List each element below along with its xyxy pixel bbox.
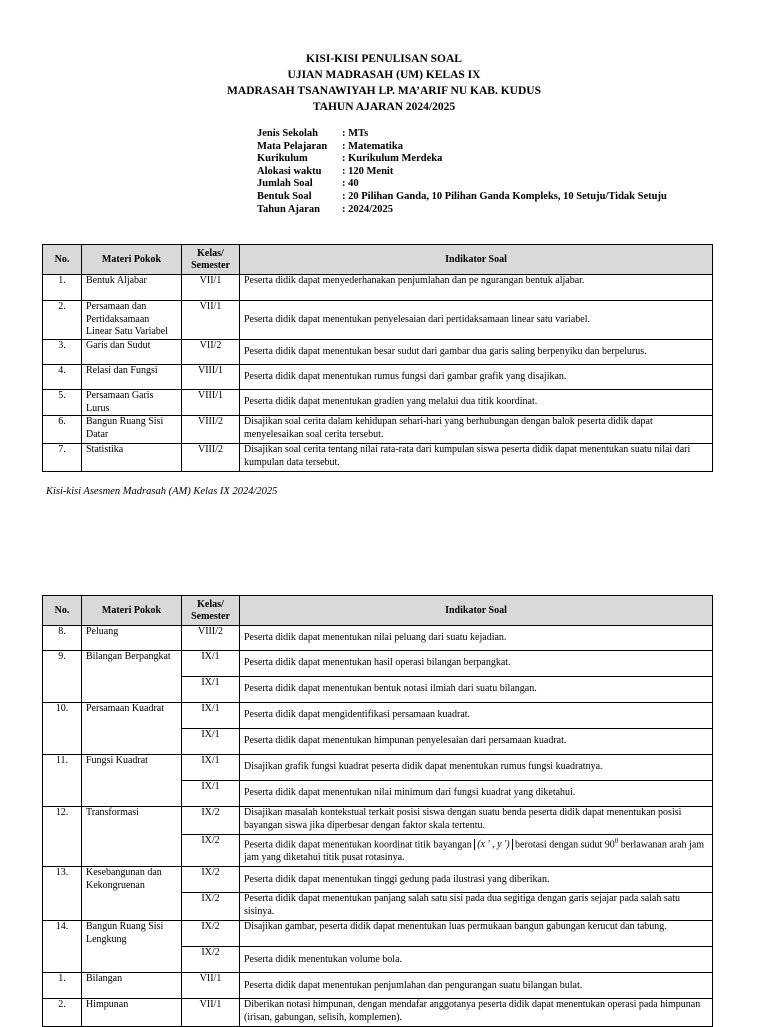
cell-kelas: VIII/1 <box>182 365 240 390</box>
table-row <box>43 390 713 416</box>
table-row <box>43 651 713 677</box>
cell-kelas: IX/1 <box>182 729 240 755</box>
cell-indikator: Peserta didik dapat menentukan hasil operasi bilangan berpangkat. <box>240 651 713 677</box>
cell-kelas: IX/1 <box>182 677 240 703</box>
col-header-kelas: Kelas/ Semester <box>182 245 240 275</box>
cell-no: 5. <box>43 390 82 416</box>
table-row <box>43 921 713 947</box>
cell-kelas: IX/1 <box>182 651 240 677</box>
cell-materi: Persamaan dan Pertidaksamaan Linear Satu Variabel <box>82 301 182 340</box>
meta-row <box>257 166 667 179</box>
meta-label: Jumlah Soal <box>257 178 313 190</box>
table-row <box>43 755 713 781</box>
math-coordinate: (x ' , y ') <box>474 839 512 850</box>
cell-indikator: Peserta didik dapat menentukan bentuk notasi ilmiah dari suatu bilangan. <box>240 677 713 703</box>
meta-value: : Matematika <box>342 140 403 152</box>
meta-value: : Kurikulum Merdeka <box>342 153 443 165</box>
cell-indikator: Peserta didik dapat menentukan penjumlahan dan pengurangan suatu bilangan bulat. <box>240 973 713 999</box>
degree-superscript: 0 <box>614 837 619 845</box>
meta-row <box>257 178 667 191</box>
cell-no: 2. <box>43 301 82 340</box>
cell-no: 12. <box>43 807 82 867</box>
table-header-row <box>43 245 713 275</box>
cell-kelas: IX/2 <box>182 867 240 893</box>
cell-materi: Persamaan Garis Lurus <box>82 390 182 416</box>
indikator-text: berlawanan arah jam jam yang diketahui titik pusat rotasinya. <box>244 839 705 863</box>
col-header-no: No. <box>43 245 82 275</box>
meta-value: : 20 Pilihan Ganda, 10 Pilihan Ganda Kompleks, 10 Setuju/Tidak Setuju <box>342 190 667 202</box>
col-header-indikator: Indikator Soal <box>240 596 713 626</box>
cell-no: 10. <box>43 703 82 755</box>
cell-materi: Bentuk Aljabar <box>82 275 182 301</box>
meta-label: Tahun Ajaran <box>257 203 320 215</box>
col-header-kelas: Kelas/ Semester <box>182 596 240 626</box>
cell-kelas: VII/1 <box>182 301 240 340</box>
cell-kelas: IX/2 <box>182 893 240 921</box>
cell-kelas: IX/1 <box>182 703 240 729</box>
cell-materi: Bilangan <box>82 973 182 999</box>
cell-indikator: Disajikan grafik fungsi kuadrat peserta didik dapat menentukan rumus fungsi kuadratnya. <box>240 755 713 781</box>
meta-row <box>257 191 667 204</box>
meta-row <box>257 153 667 166</box>
cell-indikator <box>240 835 713 867</box>
cell-indikator: Diberikan notasi himpunan, dengan mendafar anggotanya peserta didik dapat menentukan operasi pada himpunan (irisan, gabungan, selisih, komplemen). <box>240 999 713 1027</box>
cell-kelas: VIII/1 <box>182 390 240 416</box>
kisi-kisi-table-1 <box>42 244 713 472</box>
cell-materi: Transformasi <box>82 807 182 867</box>
cell-indikator: Disajikan soal cerita dalam kehidupan sehari-hari yang berhubungan dengan balok peserta didik dapat menyelesaikan soal cerita tersebut. <box>240 416 713 444</box>
table-row <box>43 867 713 893</box>
meta-label: Bentuk Soal <box>257 190 312 202</box>
meta-row <box>257 204 667 217</box>
meta-value: : MTs <box>342 128 369 139</box>
cell-kelas: VII/2 <box>182 340 240 365</box>
cell-indikator: Peserta didik dapat menentukan panjang salah satu sisi pada dua segitiga dengan garis sejajar pada salah satu sisinya. <box>240 893 713 921</box>
indikator-text: Peserta didik dapat menentukan koordinat titik bayangan <box>244 839 472 851</box>
cell-materi: Kesebangunan dan Kekongruenan <box>82 867 182 921</box>
cell-indikator: Peserta didik dapat menentukan penyelesaian dari pertidaksamaan linear satu variabel. <box>240 301 713 340</box>
kisi-kisi-table-2 <box>42 595 713 1027</box>
cell-kelas: IX/2 <box>182 921 240 947</box>
table-row <box>43 301 713 340</box>
doc-title-line-2: UJIAN MADRASAH (UM) KELAS IX <box>287 69 481 81</box>
table-row <box>43 416 713 444</box>
col-header-materi: Materi Pokok <box>82 596 182 626</box>
cell-no: 2. <box>43 999 82 1027</box>
cell-no: 6. <box>43 416 82 444</box>
table-row <box>43 340 713 365</box>
meta-row <box>257 141 667 154</box>
cell-kelas: VIII/2 <box>182 626 240 651</box>
col-header-indikator: Indikator Soal <box>240 245 713 275</box>
meta-value: : 40 <box>342 178 359 190</box>
cell-indikator: Peserta didik dapat menentukan besar sudut dari gambar dua garis saling berpenyiku dan berpelurus. <box>240 340 713 365</box>
cell-materi: Fungsi Kuadrat <box>82 755 182 807</box>
cell-materi: Bilangan Berpangkat <box>82 651 182 703</box>
cell-no: 3. <box>43 340 82 365</box>
cell-kelas: IX/1 <box>182 755 240 781</box>
cell-materi: Himpunan <box>82 999 182 1027</box>
cell-indikator: Peserta didik dapat mengidentifikasi persamaan kuadrat. <box>240 703 713 729</box>
cell-kelas: VIII/2 <box>182 416 240 444</box>
doc-title-line-1: KISI-KISI PENULISAN SOAL <box>306 53 462 65</box>
cell-no: 14. <box>43 921 82 973</box>
meta-block <box>257 128 667 216</box>
doc-title-line-3: MADRASAH TSANAWIYAH LP. MA’ARIF NU KAB. KUDUS <box>227 85 541 97</box>
cell-kelas: IX/2 <box>182 835 240 867</box>
cell-no: 9. <box>43 651 82 703</box>
table-row <box>43 444 713 472</box>
table-row <box>43 275 713 301</box>
cell-materi: Peluang <box>82 626 182 651</box>
cell-kelas: VII/1 <box>182 999 240 1027</box>
table-header-row <box>43 596 713 626</box>
cell-no: 8. <box>43 626 82 651</box>
cell-no: 13. <box>43 867 82 921</box>
table-row <box>43 807 713 835</box>
indikator-text: berotasi dengan sudut 90 <box>515 839 615 851</box>
cell-kelas: VIII/2 <box>182 444 240 472</box>
cell-no: 11. <box>43 755 82 807</box>
meta-row <box>257 128 667 141</box>
cell-indikator: Peserta didik dapat menentukan gradien yang melalui dua titik koordinat. <box>240 390 713 416</box>
cell-indikator: Peserta didik dapat menentukan tinggi gedung pada ilustrasi yang diberikan. <box>240 867 713 893</box>
meta-label: Alokasi waktu <box>257 165 322 177</box>
cell-no: 1. <box>43 973 82 999</box>
cell-indikator: Disajikan gambar, peserta didik dapat menentukan luas permukaan bangun gabungan kerucut dan tabung. <box>240 921 713 947</box>
cell-indikator: Peserta didik dapat menentukan himpunan penyelesaian dari persamaan kuadrat. <box>240 729 713 755</box>
col-header-materi: Materi Pokok <box>82 245 182 275</box>
cell-indikator: Disajikan soal cerita tentang nilai rata-rata dari kumpulan siswa peserta didik dapat menentukan suatu nilai dari kumpulan data tersebut. <box>240 444 713 472</box>
cell-materi: Bangun Ruang Sisi Lengkung <box>82 921 182 973</box>
meta-label: Mata Pelajaran <box>257 140 328 152</box>
cell-materi: Statistika <box>82 444 182 472</box>
table-caption: Kisi-kisi Asesmen Madrasah (AM) Kelas IX 2024/2025 <box>46 486 278 497</box>
doc-title-line-4: TAHUN AJARAN 2024/2025 <box>312 101 456 113</box>
cell-indikator: Peserta didik menentukan volume bola. <box>240 947 713 973</box>
cell-indikator: Peserta didik dapat menyederhanakan penjumlahan dan pe ngurangan bentuk aljabar. <box>240 275 713 301</box>
cell-materi: Bangun Ruang Sisi Datar <box>82 416 182 444</box>
cell-indikator: Peserta didik dapat menentukan rumus fungsi dari gambar grafik yang disajikan. <box>240 365 713 390</box>
cell-materi: Garis dan Sudut <box>82 340 182 365</box>
cell-kelas: IX/1 <box>182 781 240 807</box>
meta-value: : 120 Menit <box>342 165 394 177</box>
table-row <box>43 999 713 1027</box>
cell-no: 7. <box>43 444 82 472</box>
meta-label: Kurikulum <box>257 153 308 165</box>
meta-label: Jenis Sekolah <box>257 128 318 139</box>
cell-materi: Relasi dan Fungsi <box>82 365 182 390</box>
cell-kelas: IX/2 <box>182 947 240 973</box>
table-row <box>43 365 713 390</box>
cell-kelas: IX/2 <box>182 807 240 835</box>
cell-no: 4. <box>43 365 82 390</box>
cell-kelas: VII/1 <box>182 275 240 301</box>
cell-materi: Persamaan Kuadrat <box>82 703 182 755</box>
cell-indikator: Peserta didik dapat menentukan nilai minimum dari fungsi kuadrat yang diketahui. <box>240 781 713 807</box>
cell-no: 1. <box>43 275 82 301</box>
table-row <box>43 703 713 729</box>
col-header-no: No. <box>43 596 82 626</box>
table-row <box>43 973 713 999</box>
cell-indikator: Disajikan masalah kontekstual terkait posisi siswa dengan suatu benda peserta didik dapat menentukan posisi bayangan siswa jika diperbesar dengan faktor skala tertentu. <box>240 807 713 835</box>
cell-indikator: Peserta didik dapat menentukan nilai peluang dari suatu kejadian. <box>240 626 713 651</box>
meta-value: : 2024/2025 <box>342 203 394 215</box>
table-row <box>43 626 713 651</box>
cell-kelas: VII/1 <box>182 973 240 999</box>
